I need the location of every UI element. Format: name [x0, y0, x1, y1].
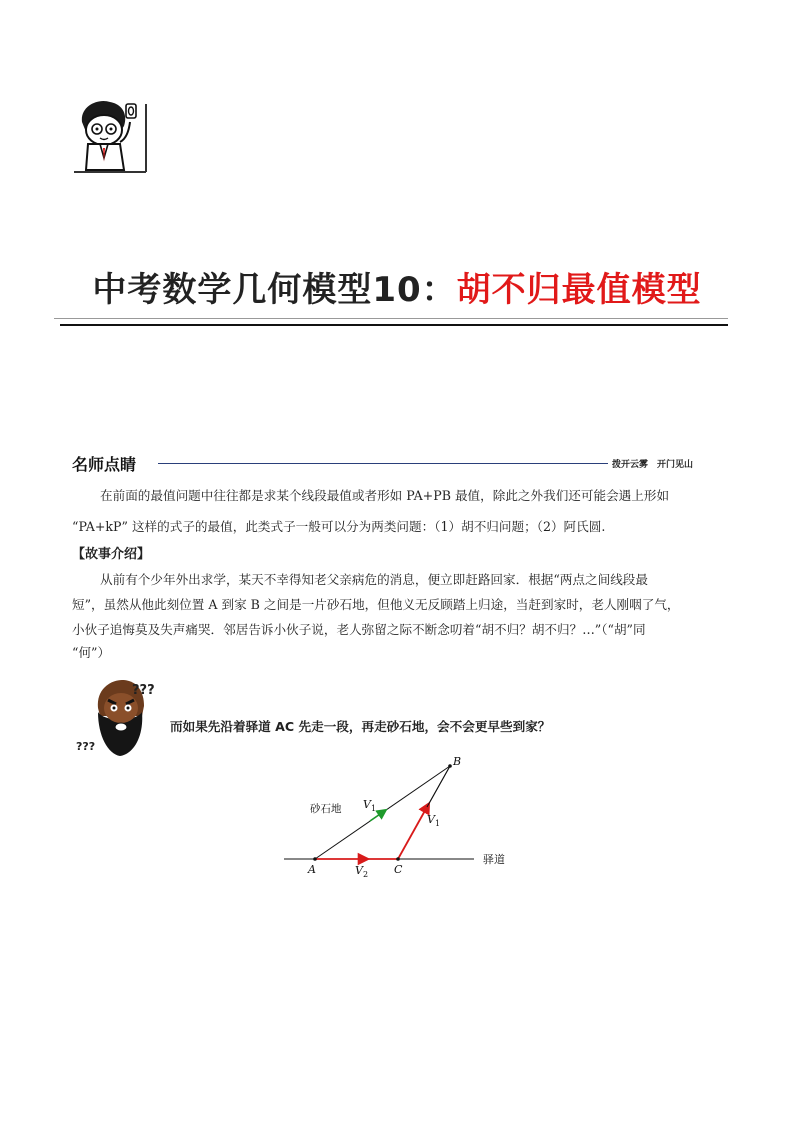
story-line-3: 小伙子追悔莫及失声痛哭．邻居告诉小伙子说，老人弥留之际不断念叨着“胡不归？胡不归？…”（“胡”同 [72, 622, 646, 637]
section-heading: 名师点睛 [72, 455, 137, 474]
question-text: 而如果先沿着驿道 AC 先走一段，再走砂石地，会不会更早些到家？ [170, 719, 551, 734]
geometry-figure [270, 750, 530, 880]
label-a: A [308, 863, 316, 876]
question-marks-top: ??? [132, 683, 155, 698]
red-arrow-cb [398, 807, 427, 859]
intro-line-1: 在前面的最值问题中往往都是求某个线段最值或者形如 PA+PB 最值，除此之外我们还可能会遇上形如 [100, 488, 670, 503]
story-line-4: “何”） [72, 645, 111, 660]
title-prefix: 中考数学几何模型10： [92, 270, 457, 310]
story-line-1: 从前有个少年外出求学，某天不幸得知老父亲病危的消息，便立即赶路回家．根据“两点之间线段最 [100, 572, 648, 587]
v1-right-sub: 1 [434, 819, 441, 828]
geometry-svg [270, 750, 530, 880]
mascot-logo [70, 92, 150, 174]
label-b: B [453, 755, 462, 768]
green-arrow [370, 812, 383, 821]
story-heading: 【故事介绍】 [72, 547, 151, 562]
v1-upper-sub: 1 [370, 804, 377, 813]
title-divider-thin [54, 318, 728, 319]
label-v1-right [427, 813, 440, 828]
v2-sub: 2 [362, 870, 369, 879]
label-c: C [394, 863, 403, 876]
page-title [0, 262, 794, 311]
question-marks-bottom: ??? [76, 740, 96, 753]
v1-upper-letter: V [363, 798, 371, 811]
label-road: 驿道 [483, 853, 505, 866]
story-line-2: 短”，虽然从他此刻位置 A 到家 B 之间是一片砂石地，但他义无反顾踏上归途，当赶到家时，老人刚咽了气， [72, 597, 680, 612]
title-highlight: 胡不归最值模型 [456, 270, 702, 310]
point-b-dot [448, 764, 452, 768]
section-divider [158, 463, 608, 464]
intro-line-2: “PA+kP” 这样的式子的最值，此类式子一般可以分为两类问题：（1）胡不归问题；（2）阿氏圆. [72, 519, 606, 534]
label-v1-upper [363, 798, 376, 813]
title-divider-thick [60, 324, 728, 326]
label-sand: 砂石地 [310, 803, 342, 815]
v2-letter: V [355, 864, 363, 877]
label-v2 [355, 864, 368, 879]
section-motto: 拨开云雾 开门见山 [612, 460, 694, 470]
point-a-dot [313, 857, 317, 861]
point-c-dot [396, 857, 400, 861]
red-segment-cb [427, 766, 450, 807]
v1-right-letter: V [427, 813, 435, 826]
